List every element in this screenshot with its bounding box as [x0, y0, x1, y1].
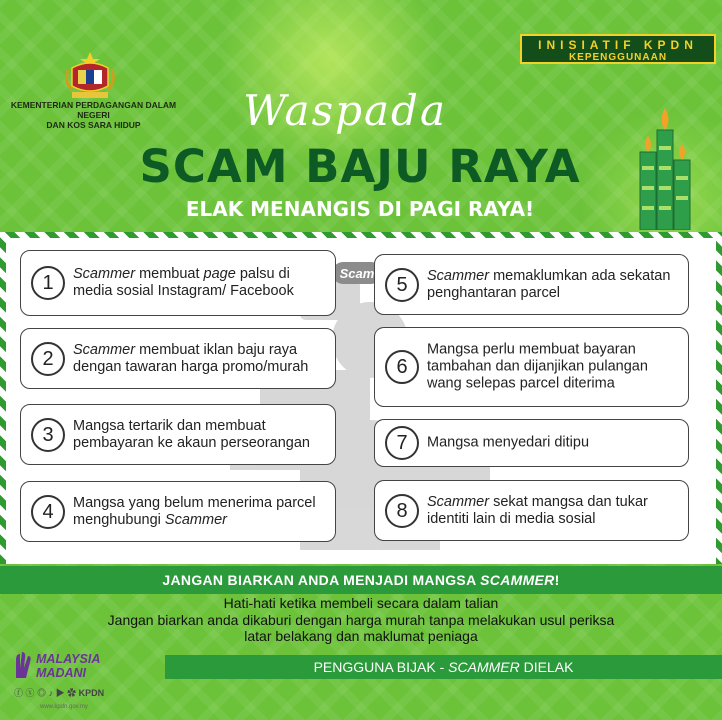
step-italic: Scammer [73, 341, 136, 358]
initiative-line2: KEPENGGUNAAN [568, 52, 668, 63]
page-subtitle: ELAK MENANGIS DI PAGI RAYA! [185, 197, 535, 221]
step-card-8 [374, 480, 689, 541]
advice-line-3: latar belakang dan maklumat peniaga [244, 628, 478, 644]
warning-advice [0, 595, 722, 645]
step-italic: Scammer [427, 267, 490, 284]
advice-line-1: Hati-hati ketika membeli secara dalam talian [223, 595, 499, 611]
step-number: 4 [31, 495, 65, 529]
facebook-icon[interactable]: ⓕ [14, 688, 24, 698]
instagram-icon[interactable]: ◎ [37, 688, 47, 698]
minaret-towers-icon [628, 102, 698, 230]
step-number: 7 [385, 426, 419, 460]
step-card-5 [374, 254, 689, 315]
step-text: Mangsa menyedari ditipu [427, 434, 590, 451]
step-text-part: palsu di media sosial Instagram/ Facebook [73, 266, 294, 299]
kpdn-logo-icon: ✿ [67, 688, 77, 698]
step-card-4 [20, 481, 336, 542]
step-text-part: sekat mangsa dan tukar identiti lain di media sosial [427, 493, 648, 527]
step-number: 8 [385, 494, 419, 528]
step-text [73, 495, 327, 529]
step-text [427, 494, 680, 528]
warning-bar-text: JANGAN BIARKAN ANDA MENJADI MANGSA [162, 572, 481, 588]
malaysia-madani-logo [36, 652, 136, 680]
step-text [73, 266, 327, 300]
ministry-line1: KEMENTERIAN PERDAGANGAN DALAM NEGERI [10, 100, 177, 120]
youtube-icon[interactable]: ▶ [55, 688, 65, 698]
step-text-part: Mangsa yang belum menerima parcel menghubungi [73, 494, 316, 528]
slogan-text: PENGGUNA BIJAK - [313, 659, 449, 675]
madani-logo-icon [12, 650, 34, 680]
step-card-7 [374, 419, 689, 467]
step-number: 5 [385, 268, 419, 302]
step-number: 6 [385, 350, 419, 384]
warning-bar-suffix: ! [554, 572, 560, 588]
step-card-3 [20, 404, 336, 465]
step-text-part: membuat iklan baju raya dengan tawaran harga promo/murah [73, 341, 309, 375]
step-number: 2 [31, 342, 65, 376]
madani-line2: MADANI [36, 666, 86, 680]
kicker-text: Waspada [243, 86, 447, 135]
website-link[interactable]: www.kpdn.gov.my [40, 704, 88, 710]
slogan-suffix: DIELAK [519, 659, 574, 675]
step-italic: Scammer [427, 493, 490, 510]
ministry-line2: DAN KOS SARA HIDUP [46, 120, 141, 130]
step-card-2 [20, 328, 336, 389]
initiative-badge [520, 34, 716, 64]
social-icons-row [14, 686, 144, 700]
step-text: Mangsa tertarik dan membuat pembayaran ke akaun perseorangan [73, 417, 310, 451]
step-card-1 [20, 250, 336, 316]
slogan-italic: SCAMMER [448, 659, 520, 675]
step-italic: Scammer [164, 511, 227, 528]
step-number: 1 [31, 266, 65, 300]
step-italic: Scammer [73, 266, 136, 282]
step-card-6 [374, 327, 689, 407]
step-text-part: membuat [135, 266, 204, 282]
warning-bar-italic: SCAMMER [480, 572, 555, 588]
initiative-line1: INISIATIF KPDN [538, 38, 698, 52]
ministry-name [6, 100, 181, 130]
page-title: SCAM BAJU RAYA [139, 140, 581, 193]
scam-badge: Scam [339, 266, 375, 281]
step-text-part: memaklumkan ada sekatan penghantaran parcel [427, 267, 671, 301]
warning-bar [0, 566, 722, 594]
step-text: Mangsa perlu membuat bayaran tambahan dan dijanjikan pulangan wang selepas parcel diterima [427, 341, 648, 392]
slogan-bar [165, 655, 722, 679]
agency-name: KPDN [78, 688, 105, 698]
advice-line-2: Jangan biarkan anda dikaburi dengan harga murah tanpa melakukan usul periksa [107, 611, 615, 628]
government-crest-icon [62, 50, 118, 100]
tiktok-icon[interactable]: ♪ [48, 688, 54, 698]
step-italic: page [203, 266, 236, 282]
madani-line1: MALAYSIA [36, 652, 101, 666]
step-number: 3 [31, 418, 65, 452]
x-twitter-icon[interactable]: ⓧ [25, 688, 35, 698]
step-text [73, 342, 327, 376]
step-text [427, 268, 680, 302]
